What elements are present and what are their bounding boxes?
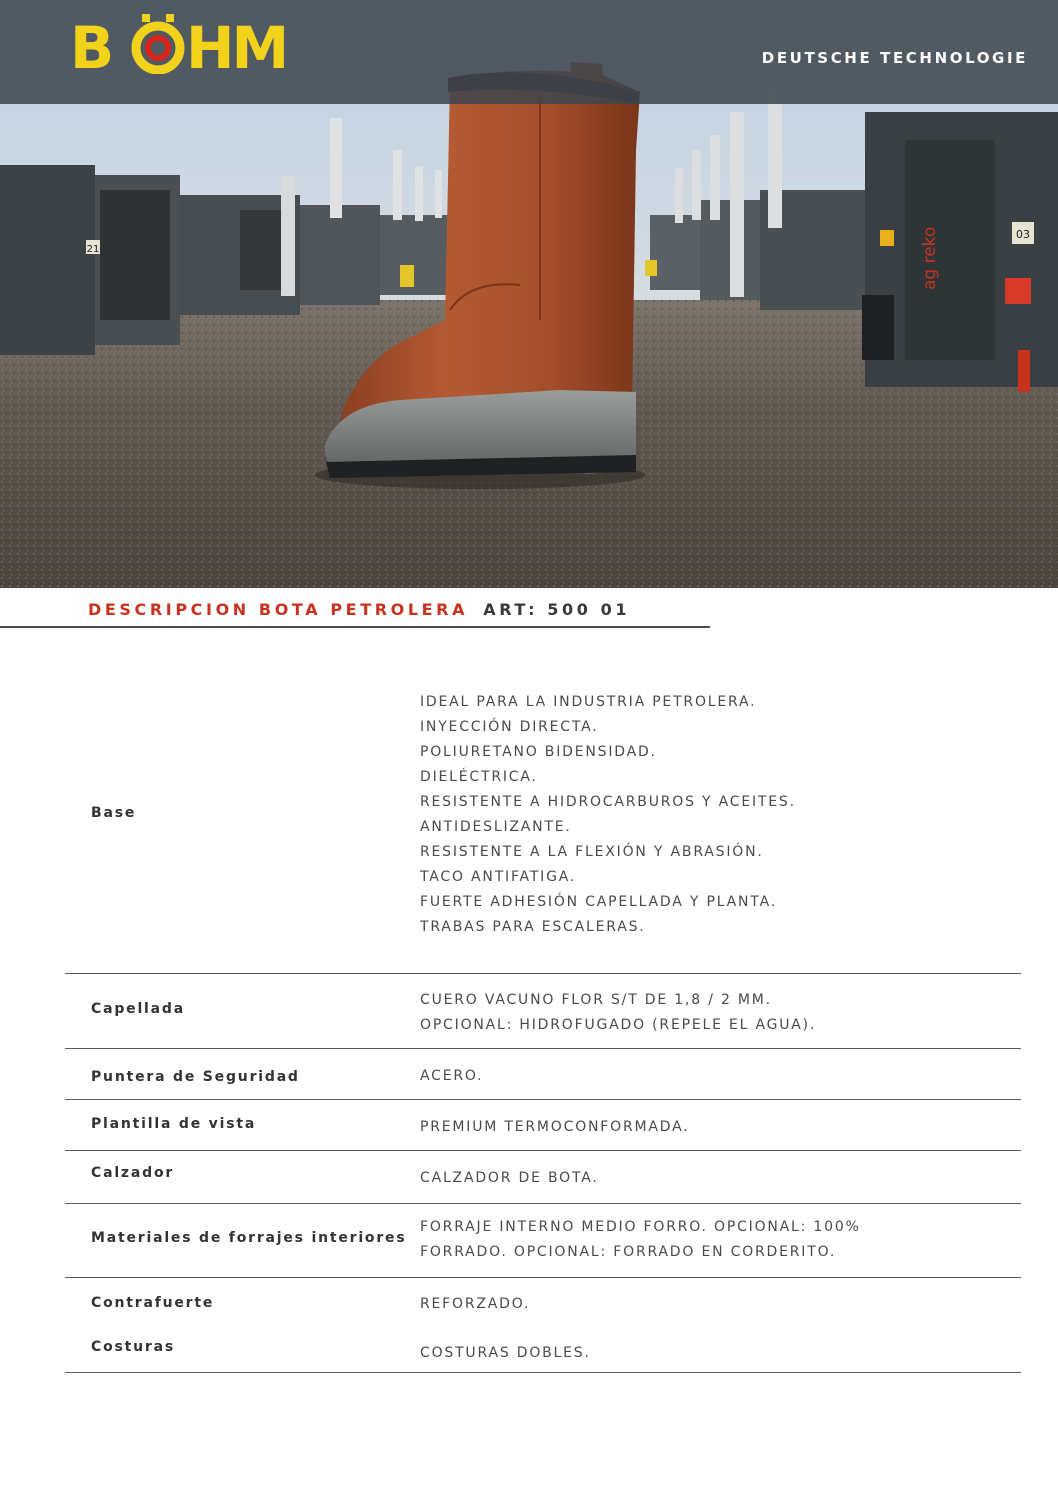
svg-text:HM: HM — [186, 14, 287, 74]
spec-value: RESISTENTE A LA FLEXIÓN Y ABRASIÓN. — [420, 844, 764, 860]
tagline: DEUTSCHE TECHNOLOGIE — [761, 49, 1028, 67]
article-number: ART: 500 01 — [483, 600, 631, 619]
spec-values — [420, 1064, 483, 1089]
spec-label: Capellada — [91, 1001, 185, 1017]
spec-value: COSTURAS DOBLES. — [420, 1345, 591, 1361]
spec-value: RESISTENTE A HIDROCARBUROS Y ACEITES. — [420, 794, 796, 810]
spec-row-calzador — [65, 1151, 1021, 1204]
generator-number-left: 21 — [86, 244, 100, 255]
spec-row-contrafuerte — [65, 1278, 1021, 1328]
spec-label: Puntera de Seguridad — [91, 1069, 300, 1085]
spec-value: DIELÉCTRICA. — [420, 769, 538, 785]
spec-label: Calzador — [91, 1165, 175, 1181]
container-brand: ag reko — [920, 226, 940, 290]
spec-value: OPCIONAL: HIDROFUGADO (REPELE EL AGUA). — [420, 1017, 817, 1033]
spec-value: POLIURETANO BIDENSIDAD. — [420, 744, 657, 760]
spec-table — [65, 680, 1021, 1373]
spec-label: Contrafuerte — [91, 1295, 215, 1311]
spec-values — [420, 1341, 591, 1366]
spec-value: CALZADOR DE BOTA. — [420, 1170, 599, 1186]
product-title — [88, 600, 630, 619]
spec-values — [420, 1115, 689, 1140]
spec-row-forrajes — [65, 1204, 1021, 1278]
spec-values — [420, 1292, 530, 1317]
title-divider — [0, 626, 710, 628]
bohm-logo — [70, 12, 300, 74]
spec-row-capellada — [65, 974, 1021, 1049]
generator-number-right: 03 — [1016, 228, 1030, 241]
spec-value: FORRADO. OPCIONAL: FORRADO EN CORDERITO. — [420, 1244, 837, 1260]
spec-label: Costuras — [91, 1339, 175, 1355]
spec-row-costuras — [65, 1328, 1021, 1373]
spec-values — [420, 1215, 861, 1265]
spec-value: PREMIUM TERMOCONFORMADA. — [420, 1119, 690, 1135]
spec-value: TACO ANTIFATIGA. — [420, 869, 577, 885]
spec-value: ANTIDESLIZANTE. — [420, 819, 572, 835]
spec-row-puntera — [65, 1049, 1021, 1100]
spec-values — [420, 988, 816, 1038]
svg-text:B: B — [70, 14, 113, 74]
spec-value: CUERO VACUNO FLOR S/T DE 1,8 / 2 MM. — [420, 992, 772, 1008]
spec-values — [420, 690, 796, 940]
spec-row-plantilla — [65, 1100, 1021, 1151]
spec-value: TRABAS PARA ESCALERAS. — [420, 919, 646, 935]
spec-label: Base — [91, 805, 137, 821]
spec-label: Materiales de forrajes interiores — [91, 1230, 407, 1246]
spec-label: Plantilla de vista — [91, 1116, 257, 1132]
spec-value: FUERTE ADHESIÓN CAPELLADA Y PLANTA. — [420, 894, 777, 910]
spec-value: REFORZADO. — [420, 1296, 531, 1312]
spec-value: IDEAL PARA LA INDUSTRIA PETROLERA. — [420, 694, 757, 710]
spec-value: INYECCIÓN DIRECTA. — [420, 719, 599, 735]
spec-value: ACERO. — [420, 1068, 484, 1084]
spec-values — [420, 1166, 599, 1191]
description-title: DESCRIPCION BOTA PETROLERA — [88, 600, 469, 619]
header-band — [0, 0, 1058, 104]
spec-row-base — [65, 680, 1021, 974]
spec-value: FORRAJE INTERNO MEDIO FORRO. OPCIONAL: 100% — [420, 1219, 861, 1235]
